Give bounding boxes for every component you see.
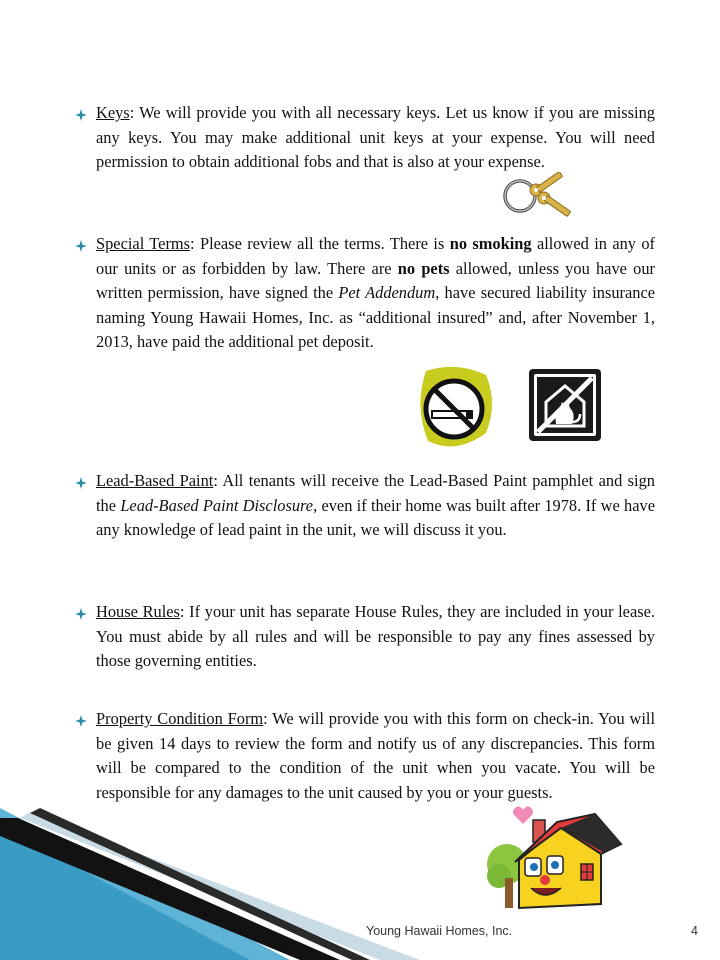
pet-addendum-title: Pet Addendum xyxy=(338,283,436,303)
keys-text: We will provide you with all necessary keys. Let us know if you are missing any keys. You may make additional unit keys at your expense. You will need permission to obtain additional fobs and that is also at your expense. xyxy=(96,103,655,172)
keys-term: Keys xyxy=(96,103,130,122)
bullet-diamond-icon xyxy=(75,240,87,252)
bullet-diamond-icon xyxy=(75,109,87,121)
keys-icon xyxy=(500,172,580,234)
bullet-diamond-icon xyxy=(75,608,87,620)
bullet-diamond-icon xyxy=(75,477,87,489)
no-pets-icon xyxy=(528,368,602,442)
lead-paint-paragraph: Lead-Based Paint: All tenants will receive the Lead-Based Paint pamphlet and sign the Lead-Based Paint Disclosure, even if their home was built after 1978. If we have any knowledge of lead paint in the unit, we will discuss it you. xyxy=(96,471,655,540)
bullet-diamond-icon xyxy=(75,715,87,727)
page-number: 4 xyxy=(691,924,698,938)
special-terms-term: Special Terms xyxy=(96,234,191,253)
property-condition-term: Property Condition Form xyxy=(96,709,264,728)
special-terms-paragraph: Special Terms: Please review all the terms. There is no smoking allowed in any of our units or as forbidden by law. There are no pets allowed, unless you have our written permission, have signed the Pet Addendum, have secured liability insurance naming Young Hawaii Homes, Inc. as “additional insured” and, after November 1, 2013, have paid the additional pet deposit. xyxy=(96,234,655,352)
footer-company: Young Hawaii Homes, Inc. xyxy=(366,924,513,938)
lead-paint-disclosure-title: Lead-Based Paint Disclosure xyxy=(120,495,314,515)
house-rules-paragraph: House Rules: If your unit has separate House Rules, they are included in your lease. You must abide by all rules and will be responsible to pay any fines assessed by those governing entities. xyxy=(96,602,655,671)
property-condition-paragraph: Property Condition Form: We will provide you with this form on check-in. You will be given 14 days to review the form and notify us of any discrepancies. This form will be compared to the condition of the unit when you vacate. You will be responsible for any damages to the unit caused by you or your guests. xyxy=(96,709,656,802)
no-smoking-emphasis: no smoking xyxy=(449,234,532,253)
keys-paragraph: Keys: We will provide you with all necessary keys. Let us know if you are missing any keys. You may make additional unit keys at your expense. You will need permission to obtain additional fobs and that is also at your expense. xyxy=(96,103,655,172)
no-smoking-icon xyxy=(416,363,496,451)
lead-paint-term: Lead-Based Paint xyxy=(96,471,214,490)
house-icon xyxy=(485,804,635,916)
no-pets-emphasis: no pets xyxy=(397,258,450,278)
house-rules-term: House Rules xyxy=(96,602,180,621)
